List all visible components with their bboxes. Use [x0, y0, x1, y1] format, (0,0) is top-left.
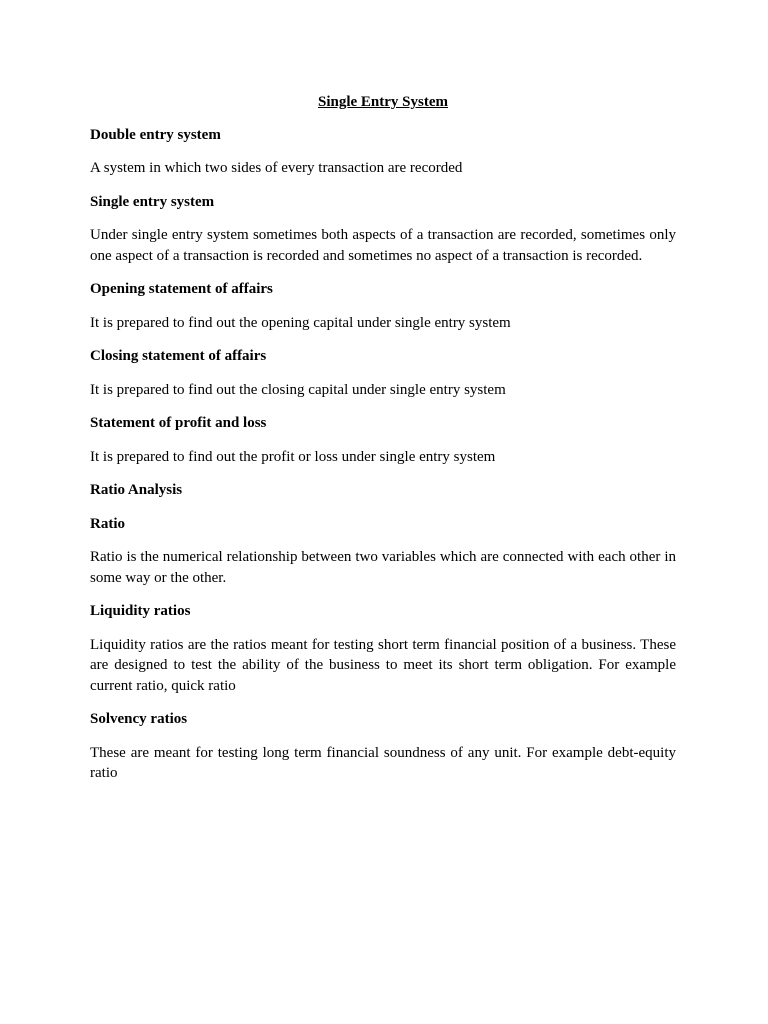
section-heading-ratio-analysis: Ratio Analysis	[90, 482, 183, 498]
section-heading-double-entry: Double entry system	[90, 126, 221, 143]
section-body-solvency-ratios: These are meant for testing long term financial soundness of any unit. For example debt-equity ratio	[90, 744, 676, 781]
section-body-opening-statement: It is prepared to find out the opening capital under single entry system	[90, 314, 511, 331]
section-heading-single-entry: Single entry system	[90, 193, 215, 210]
section-body-ratio: Ratio is the numerical relationship between two variables which are connected with each other in some way or the other.	[90, 549, 676, 586]
section-body-profit-loss: It is prepared to find out the profit or loss under single entry system	[90, 448, 496, 465]
section-heading-solvency-ratios: Solvency ratios	[90, 711, 188, 727]
section-body-closing-statement: It is prepared to find out the closing capital under single entry system	[90, 381, 506, 398]
document-title: Single Entry System	[317, 94, 448, 110]
document-content	[90, 92, 676, 797]
section-heading-ratio: Ratio	[90, 515, 125, 532]
section-heading-liquidity-ratios: Liquidity ratios	[90, 603, 191, 619]
section-body-single-entry: Under single entry system sometimes both aspects of a transaction are recorded, sometimes only one aspect of a transaction is recorded and sometimes no aspect of a transaction is recorded.	[90, 227, 676, 264]
section-heading-closing-statement: Closing statement of affairs	[90, 348, 267, 364]
section-heading-profit-loss: Statement of profit and loss	[90, 415, 267, 431]
section-body-double-entry: A system in which two sides of every transaction are recorded	[90, 160, 463, 176]
section-heading-opening-statement: Opening statement of affairs	[90, 281, 273, 297]
section-body-liquidity-ratios: Liquidity ratios are the ratios meant for testing short term financial position of a business. These are designed to test the ability of the business to meet its short term obligation. For example current ratio, quick ratio	[90, 636, 676, 694]
